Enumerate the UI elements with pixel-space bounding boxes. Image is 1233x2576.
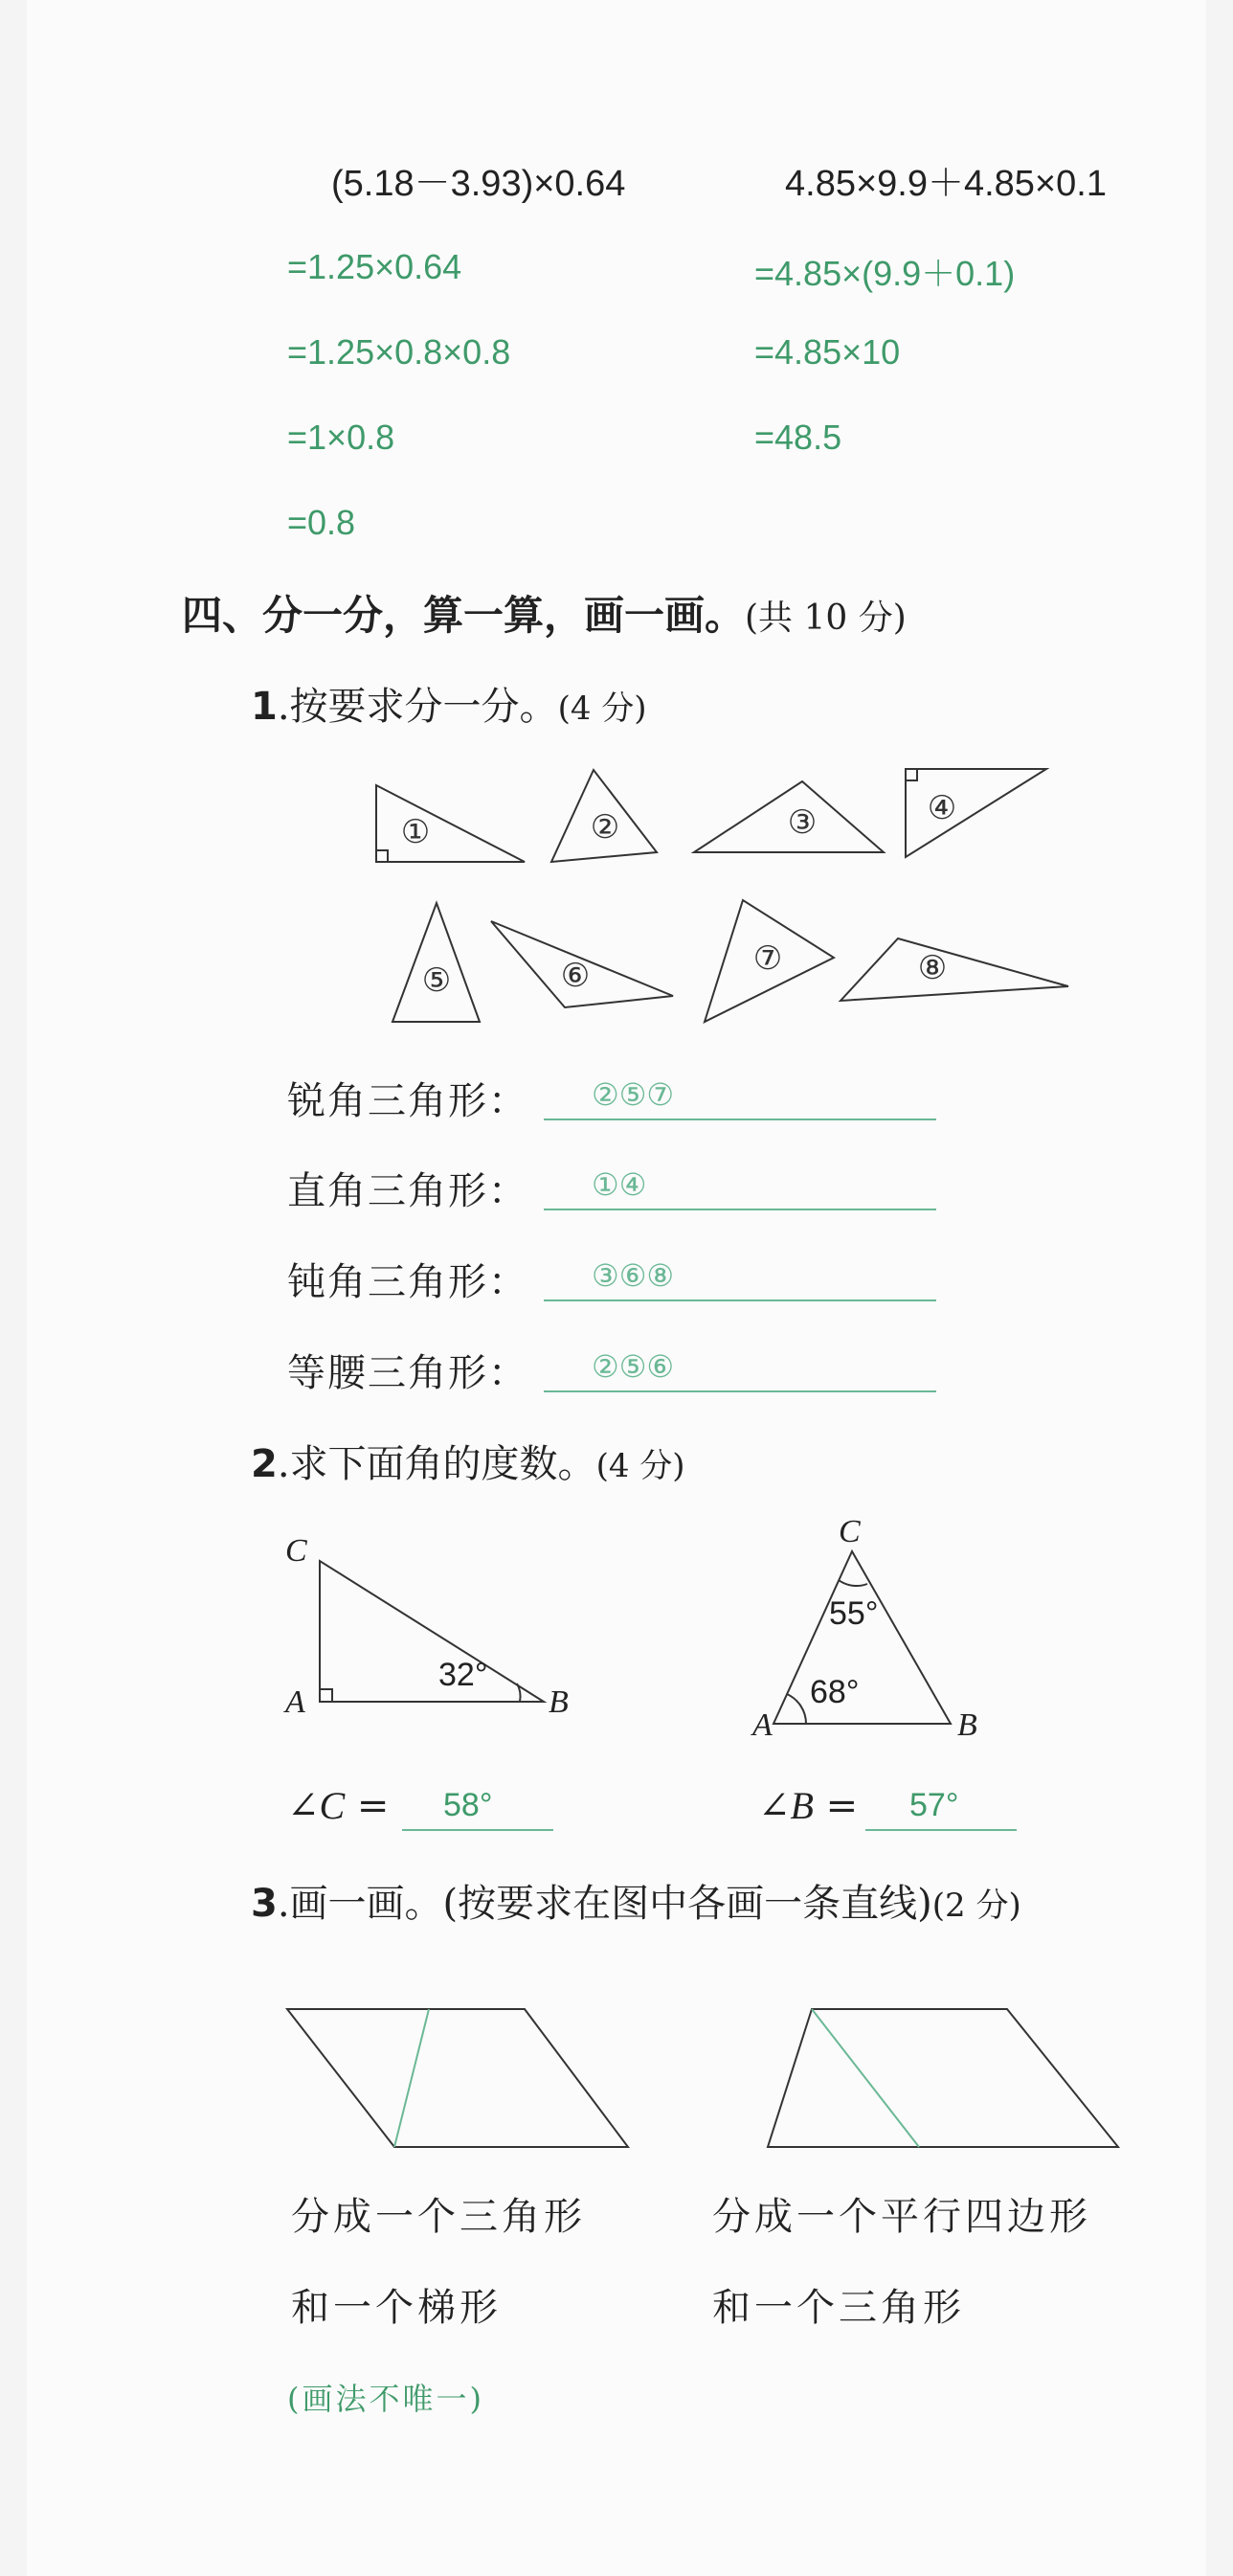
category-answer-obtuse: ③⑥⑧ [592,1257,675,1294]
right-trapezoid [768,2009,1118,2147]
q3-text: .画一画。(按要求在图中各画一条直线) [277,1882,932,1926]
category-answer-right: ①④ [592,1166,647,1203]
right-vertex-a: A [752,1707,773,1743]
answer-underline [544,1119,936,1120]
note-not-unique: (画法不唯一) [287,2381,484,2417]
answer-underline [544,1209,936,1210]
q1-points: (4 分) [557,689,647,728]
triangle-8 [841,938,1068,1001]
calc-right-step: =4.85×(9.9＋0.1) [754,254,1016,293]
category-label-obtuse: 钝角三角形： [287,1260,528,1304]
calc-left-expression: (5.18－3.93)×0.64 [331,164,626,204]
calc-left-step: =1.25×0.8×0.8 [287,332,511,372]
answer-underline [865,1829,1017,1831]
q2-angle-figures [27,1503,1206,1752]
q2-heading [251,1434,685,1488]
angle-b-answer-label: ∠B = [758,1784,859,1828]
right-angle-c-value: 55° [829,1595,879,1632]
right-drawn-line [812,2009,919,2147]
triangle-label-4: ④ [927,790,957,826]
category-answer-acute: ②⑤⑦ [592,1076,675,1113]
category-label-right: 直角三角形： [287,1169,528,1213]
q3-number: 3 [251,1882,278,1926]
triangle-1 [376,785,525,862]
right-desc-line-1: 分成一个平行四边形 [712,2195,1091,2239]
triangle-label-5: ⑤ [421,962,452,999]
left-vertex-b: B [549,1684,569,1720]
q3-parallelograms [27,1992,1206,2164]
triangle-label-6: ⑥ [560,958,591,994]
q2-points: (4 分) [595,1447,685,1485]
triangle-label-1: ① [400,814,431,850]
calc-left-step: =1.25×0.64 [287,247,462,286]
section-points: (共 10 分) [745,599,907,638]
left-vertex-c: C [285,1533,307,1569]
calc-right-step: =48.5 [754,418,842,457]
angle-c-answer-label: ∠C = [287,1784,390,1828]
q1-text: .按要求分一分。 [277,685,558,729]
triangle-label-7: ⑦ [752,940,783,977]
right-acute-triangle [773,1551,951,1724]
right-angle-mark-4 [906,769,917,780]
category-label-isosceles: 等腰三角形： [287,1351,528,1395]
angle-c-arc [839,1580,867,1586]
left-drawn-line [394,2009,429,2147]
triangle-label-3: ③ [787,804,818,841]
right-angle-a-value: 68° [810,1674,860,1710]
right-vertex-b: B [957,1707,977,1743]
left-desc-line-2: 和一个梯形 [291,2286,502,2330]
triangle-label-8: ⑧ [917,950,948,986]
angle-b-answer: 57° [909,1787,959,1823]
calc-left-step: =0.8 [287,503,356,542]
answer-underline [402,1829,553,1831]
calc-left-step: =1×0.8 [287,418,395,457]
answer-underline [544,1390,936,1392]
category-answer-isosceles: ②⑤⑥ [592,1348,675,1385]
left-desc-line-1: 分成一个三角形 [291,2195,586,2239]
worksheet-page [27,0,1206,2576]
section-title: 四、分一分，算一算，画一画。 [182,592,746,639]
left-angle-b-value: 32° [438,1657,488,1693]
q1-number: 1 [251,685,278,729]
q2-number: 2 [251,1442,278,1486]
calc-right-expression: 4.85×9.9＋4.85×0.1 [785,164,1107,204]
left-right-triangle [320,1561,544,1702]
right-angle-mark-1 [376,850,388,862]
right-desc-line-2: 和一个三角形 [712,2286,965,2330]
left-parallelogram [287,2009,628,2147]
triangle-label-2: ② [590,809,620,846]
answer-underline [544,1299,936,1301]
right-vertex-c: C [839,1514,861,1549]
q3-points: (2 分) [931,1887,1021,1925]
angle-a-arc [787,1694,806,1724]
q1-triangles-figure [27,0,1206,1053]
q3-heading [251,1873,1021,1928]
right-angle-mark [320,1689,332,1702]
q2-text: .求下面角的度数。 [277,1442,596,1486]
category-label-acute: 锐角三角形： [287,1079,528,1123]
left-vertex-a: A [285,1684,305,1720]
calc-right-step: =4.85×10 [754,332,901,372]
angle-c-answer: 58° [443,1787,493,1823]
